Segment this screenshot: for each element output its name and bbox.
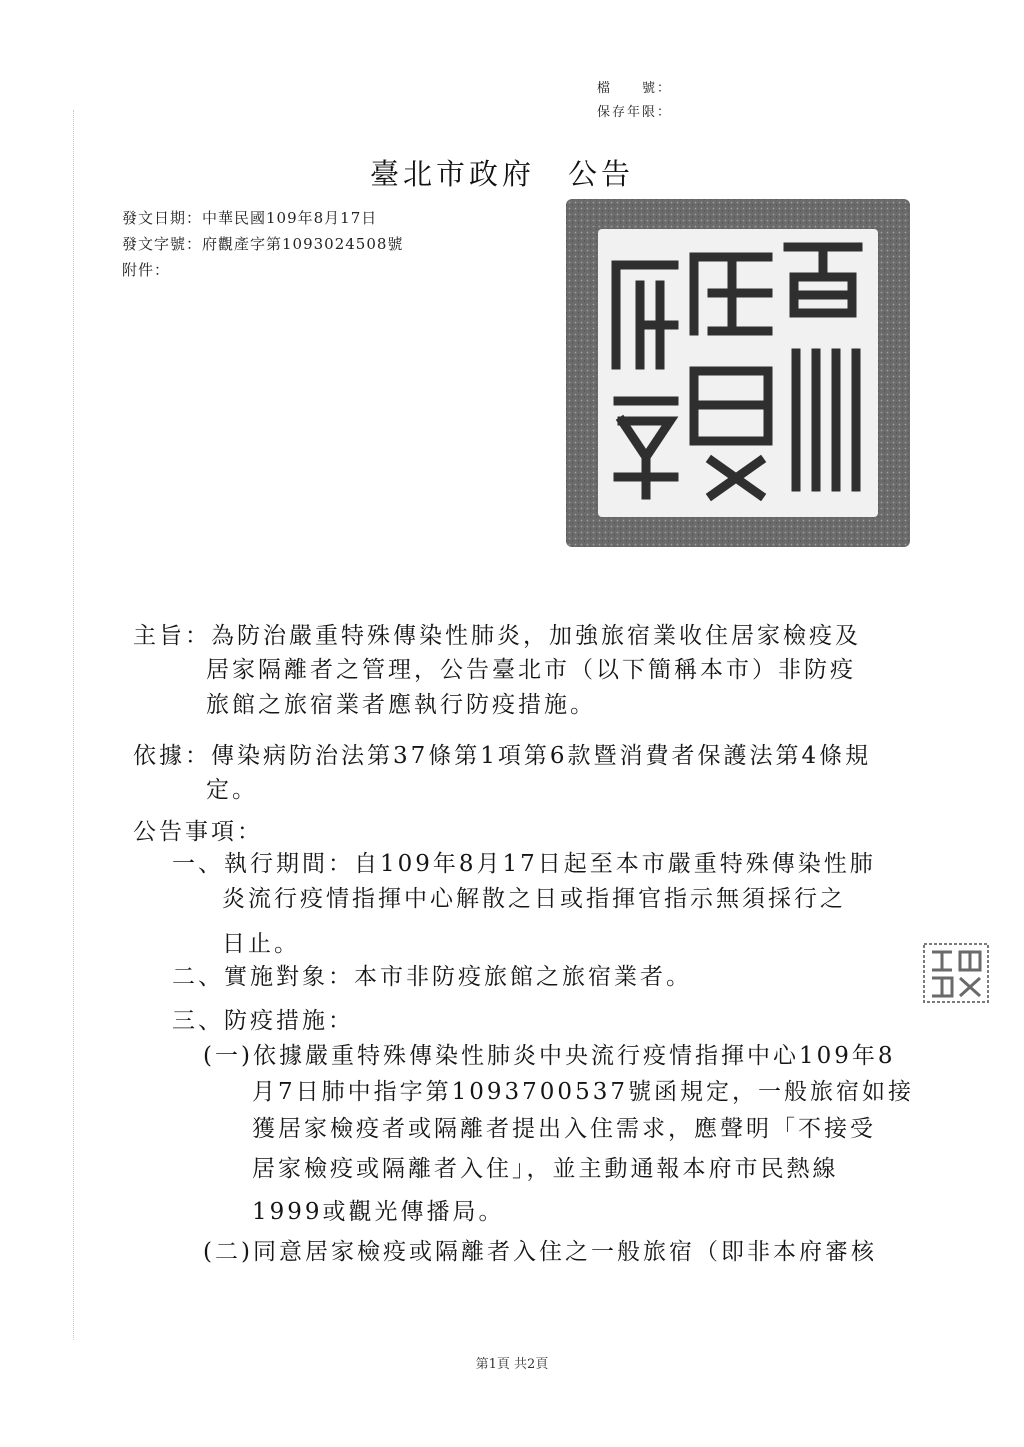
sub1-line-2: 月7日肺中指字第1093700537號函規定，一般旅宿如接 bbox=[252, 1079, 914, 1105]
sub2-line-1: (二)同意居家檢疫或隔離者入住之一般旅宿（即非本府審核 bbox=[203, 1239, 877, 1265]
file-number-label: 檔 號： bbox=[597, 81, 673, 96]
item1-line-1: 一、執行期間：自109年8月17日起至本市嚴重特殊傳染性肺 bbox=[172, 851, 876, 877]
subject-line-1: 主旨：為防治嚴重特殊傳染性肺炎，加強旅宿業收住居家檢疫及 bbox=[133, 623, 861, 649]
subject-line-3: 旅館之旅宿業者應執行防疫措施。 bbox=[206, 692, 596, 718]
official-seal-icon bbox=[562, 195, 914, 551]
sub1-line-1: (一)依據嚴重特殊傳染性肺炎中央流行疫情指揮中心109年8 bbox=[203, 1043, 896, 1069]
document-reference-number: 發文字號：府觀產字第1093024508號 bbox=[122, 235, 404, 253]
issue-date: 發文日期：中華民國109年8月17日 bbox=[122, 209, 378, 227]
margin-line bbox=[73, 110, 74, 1340]
item3-heading: 三、防疫措施： bbox=[172, 1008, 354, 1034]
subject-line-2: 居家隔離者之管理，公告臺北市（以下簡稱本市）非防疫 bbox=[206, 657, 856, 683]
item1-line-3: 日止。 bbox=[222, 931, 300, 957]
basis-line-1: 依據：傳染病防治法第37條第1項第6款暨消費者保護法第4條規 bbox=[133, 743, 872, 769]
basis-line-2: 定。 bbox=[206, 777, 258, 803]
sub1-line-3: 獲居家檢疫者或隔離者提出入住需求，應聲明「不接受 bbox=[252, 1116, 876, 1142]
document-title: 臺北市政府 公告 bbox=[370, 157, 635, 191]
attachment-label: 附件： bbox=[122, 261, 171, 279]
sub1-line-4: 居家檢疫或隔離者入住」，並主動通報本府市民熱線 bbox=[252, 1156, 839, 1182]
seam-stamp-icon bbox=[922, 942, 990, 1004]
page-footer: 第1頁 共2頁 bbox=[475, 1357, 549, 1372]
retention-period-label: 保存年限： bbox=[597, 105, 673, 120]
sub1-line-5: 1999或觀光傳播局。 bbox=[252, 1199, 505, 1225]
item2-text: 二、實施對象：本市非防疫旅館之旅宿業者。 bbox=[172, 964, 692, 990]
item1-line-2: 炎流行疫情指揮中心解散之日或指揮官指示無須採行之 bbox=[222, 886, 846, 912]
notice-heading: 公告事項： bbox=[133, 819, 263, 845]
